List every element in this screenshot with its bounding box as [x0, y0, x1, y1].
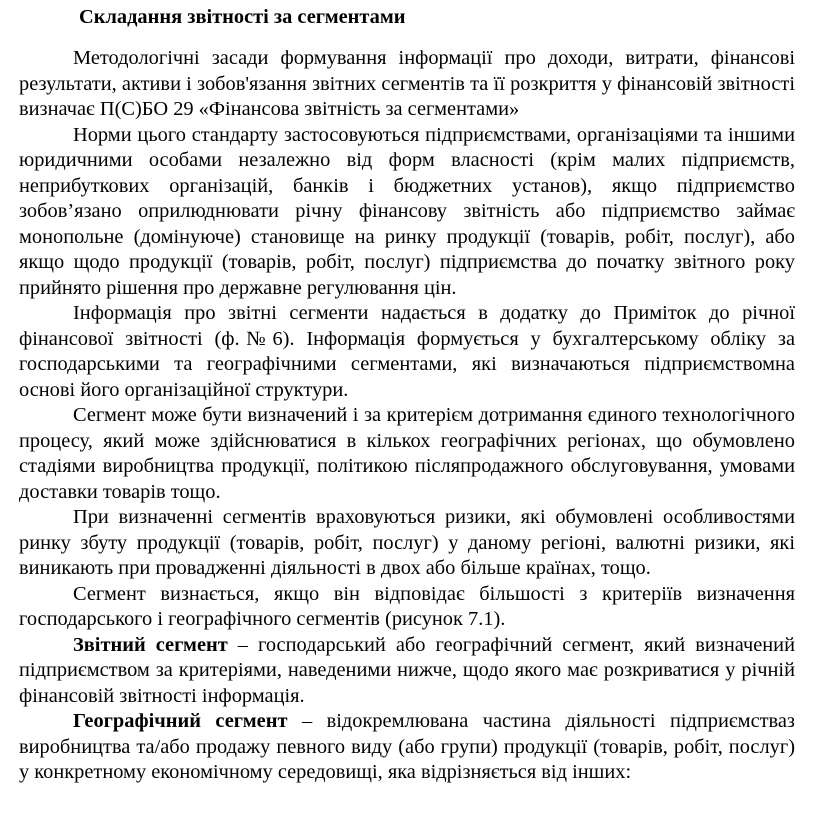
document-page: [19, 0, 795, 786]
paragraph-risks: [19, 505, 795, 582]
paragraph-methodology: [19, 46, 795, 123]
paragraph-segment-info: [19, 301, 795, 403]
paragraph-technological-criterion: [19, 403, 795, 505]
paragraph-text: Сегмент визнається, якщо він відповідає більшості з критеріїв визначення господарського і географічного сегментів (рисунок 7.1).: [19, 582, 795, 630]
paragraph-text: – господарський або географічний сегмент, який визначений підприємством за критеріями, наведеними нижче, щодо якого має розкриватися у річній фінансовій звітності інформація.: [19, 633, 796, 707]
paragraph-text: При визначенні сегментів враховуються ризики, які обумовлені особливостями ринку збуту продукції (товарів, робіт, послуг) у даному регіоні, валютні ризики, які виникають при провадженні діяльності в двох або більше країнах, тощо.: [19, 506, 795, 579]
term-geographic-segment: Географічний сегмент: [73, 710, 288, 732]
paragraph-text: – відокремлювана частина діяльності підприємстваз виробництва та/або продажу певного виду (або групи) продукції (товарів, робіт, послуг) у конкретному економічному середовищі, яка відрізняється від інших:: [19, 710, 795, 783]
paragraph-recognition: [19, 582, 795, 633]
paragraph-standard-scope: [19, 123, 795, 302]
paragraph-reporting-segment: [19, 633, 795, 710]
document-title: Складання звітності за сегментами: [79, 6, 406, 28]
paragraph-text: Методологічні засади формування інформації про доходи, витрати, фінансові результати, активи і зобов'язання звітних сегментів та її розкриття у фінансовій звітності визначає П(С)БО 29 «Фінансова звітність за сегментами»: [19, 47, 795, 120]
term-reporting-segment: Звітний сегмент: [73, 633, 228, 656]
paragraph-text: Сегмент може бути визначений і за критерієм дотримання єдиного технологічного процесу, який може здійснюватися в кількох географічних регіонах, що обумовлено стадіями виробництва продукції, політикою післяпродажного обслуговування, умовами доставки товарів тощо.: [19, 404, 795, 503]
paragraph-geographic-segment: [19, 709, 795, 786]
paragraph-text: Інформація про звітні сегменти надається в додатку до Приміток до річної фінансової звітності (ф.№6). Інформація формується у бухгалтерському обліку за господарськими та географічними сегментами, які визначаються підприємствомна основі його організаційної структури.: [19, 302, 795, 401]
title-spacer: [19, 30, 795, 46]
paragraph-text: Норми цього стандарту застосовуються підприємствами, організаціями та іншими юридичними особами незалежно від форм власності (крім малих підприємств, неприбуткових організацій, банків і бюджетних установ), якщо підприємство зобов’язано оприлюднювати річну фінансову звітність або підприємство займає монопольне (домінуюче) становище на ринку продукції (товарів, робіт, послуг), або якщо щодо продукції (товарів, робіт, послуг) підприємства до початку звітного року прийнято рішення про державне регулювання цін.: [19, 123, 795, 299]
